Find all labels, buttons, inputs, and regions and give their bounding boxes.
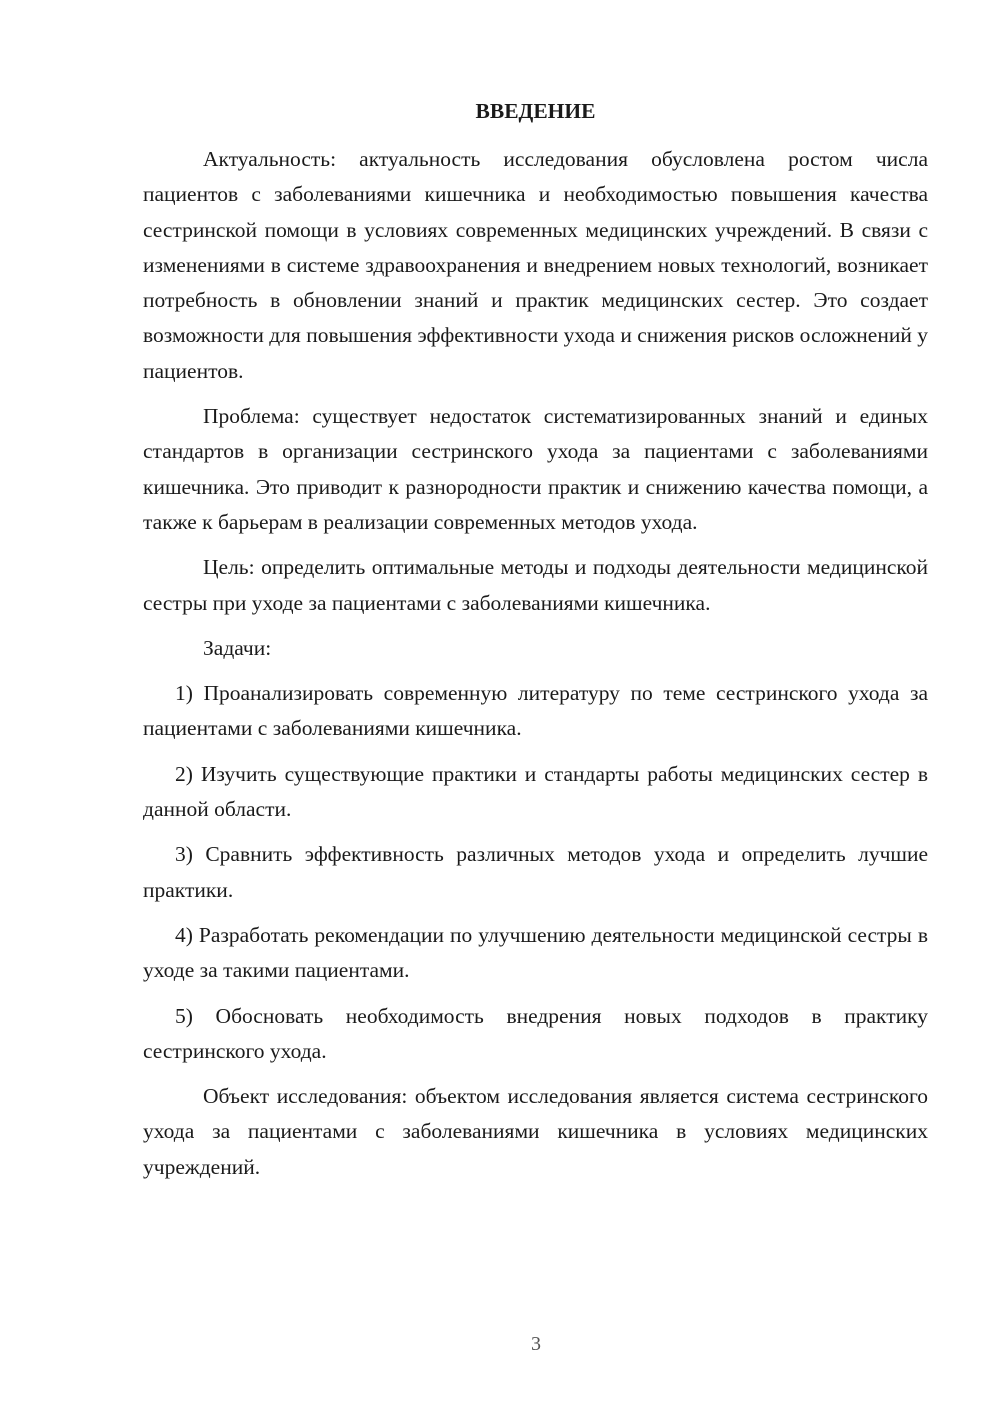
document-page [143,94,928,1195]
page-number: 3 [531,1333,541,1355]
task-item: 3) Сравнить эффективность различных методов ухода и определить лучшие практики. [143,842,928,902]
task-item: 1) Проанализировать современную литературу по теме сестринского ухода за пациентами с заболеваниями кишечника. [143,681,928,741]
task-item: 4) Разработать рекомендации по улучшению деятельности медицинской сестры в уходе за такими пациентами. [143,922,928,983]
object-paragraph: Объект исследования: объектом исследования является система сестринского ухода за пациентами с заболеваниями кишечника в условиях медицинских учреждений. [143,1084,928,1179]
task-item: 2) Изучить существующие практики и стандарты работы медицинских сестер в данной области. [143,761,928,822]
relevance-paragraph: Актуальность: актуальность исследования обусловлена ростом числа пациентов с заболеваниями кишечника и необходимостью повышения качества сестринской помощи в условиях современных медицинских учреждений. В связи с изменениями в системе здравоохранения и внедрением новых технологий, возникает потребность в обновлении знаний и практик медицинских сестер. Это создает возможности для повышения эффективности ухода и снижения рисков осложнений у пациентов. [143,147,928,383]
problem-paragraph: Проблема: существует недостаток систематизированных знаний и единых стандартов в организации сестринского ухода за пациентами с заболеваниями кишечника. Это приводит к разнородности практик и снижению качества помощи, а также к барьерам в реализации современных методов ухода. [143,404,928,534]
task-item: 5) Обосновать необходимость внедрения новых подходов в практику сестринского ухода. [143,1003,928,1063]
goal-paragraph: Цель: определить оптимальные методы и подходы деятельности медицинской сестры при уходе за пациентами с заболеваниями кишечника. [143,555,928,615]
section-title: ВВЕДЕНИЕ [475,99,596,123]
tasks-heading: Задачи: [203,635,272,660]
